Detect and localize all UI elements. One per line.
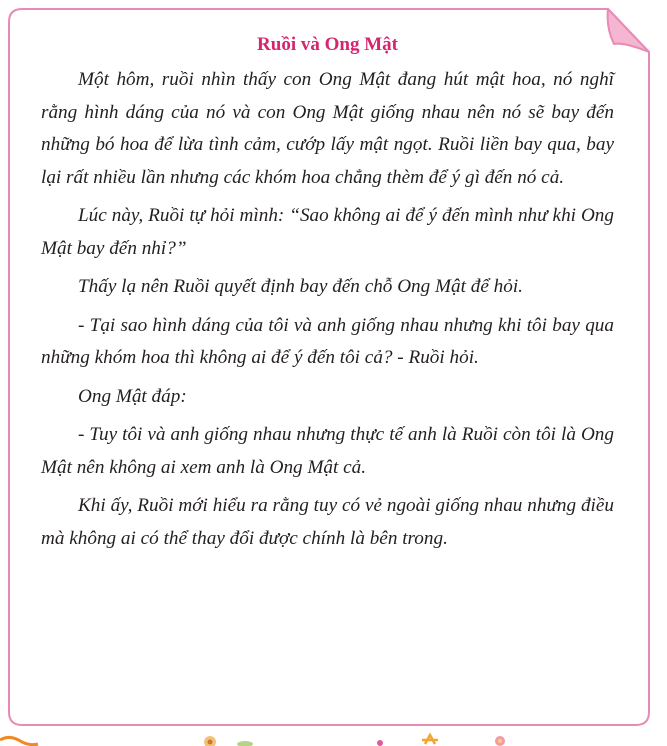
story-paragraph-4: - Tại sao hình dáng của tôi và anh giống nhau nhưng khi tôi bay qua những khóm hoa thì không ai để ý đến tôi cả? - Ruồi hỏi. [41,314,614,368]
story-paragraph-6: - Tuy tôi và anh giống nhau nhưng thực tế anh là Ruồi còn tôi là Ong Mật nên không ai xem anh là Ong Mật cả. [41,424,614,478]
sun-icon [422,735,438,744]
story-paragraph-7: Khi ấy, Ruồi mới hiểu ra rằng tuy có vẻ ngoài giống nhau nhưng điều mà không ai có thể thay đổi được chính là bên trong. [41,495,614,549]
story-content [8,8,650,726]
story-paragraph-2: Lúc này, Ruồi tự hỏi mình: “Sao không ai để ý đến mình như khi Ong Mật bay đến nhỉ?” [41,205,614,259]
story-paragraph-5: Ong Mật đáp: [78,385,187,407]
story-title: Ruồi và Ong Mật [257,34,398,55]
bottom-decoration [0,732,667,746]
blossom-center-icon [498,739,502,743]
leaf-icon [237,741,253,746]
pink-dot-icon [377,740,383,746]
flower-center-icon [208,740,213,745]
orange-swirl-icon [0,737,38,744]
story-paragraph-1: Một hôm, ruồi nhìn thấy con Ong Mật đang hút mật hoa, nó nghĩ rằng hình dáng của nó và con Ong Mật giống nhau nên nó sẽ bay đến những bó hoa để lừa tình cảm, cướp lấy mật ngọt. Ruồi liền bay qua, bay lại rất nhiều lần nhưng các khóm hoa chẳng thèm để ý gì đến nó cả. [41,69,614,188]
story-paragraph-3: Thấy lạ nên Ruồi quyết định bay đến chỗ Ong Mật để hỏi. [78,276,523,297]
story-card [8,8,650,726]
